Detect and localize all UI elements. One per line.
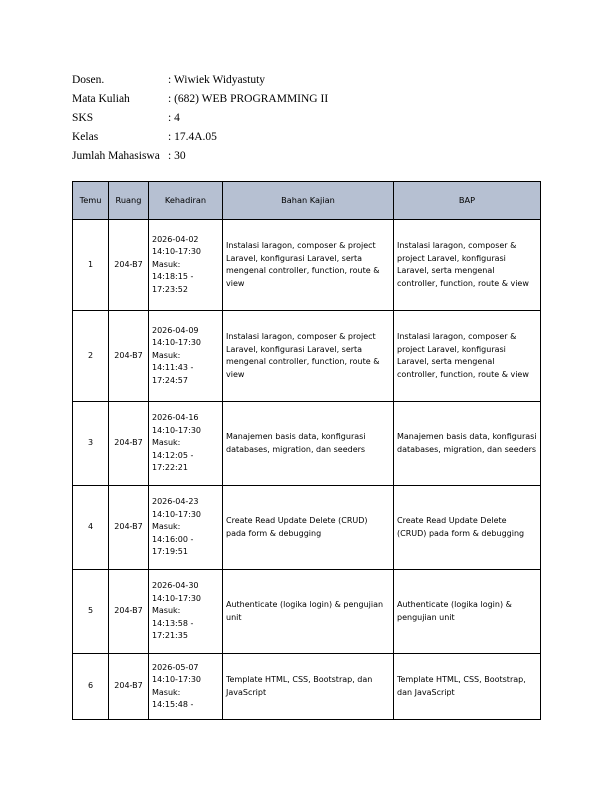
bap-cell: Authenticate (logika login) & pengujian unit [394, 570, 541, 654]
kehadiran-cell: 2026-04-09 14:10-17:30 Masuk: 14:11:43 - 17:24:57 [149, 311, 223, 402]
table-row [73, 402, 541, 486]
info-row-kelas [72, 128, 328, 147]
info-row-sks [72, 108, 328, 127]
bap-cell: Template HTML, CSS, Bootstrap, dan JavaScript [394, 654, 541, 720]
ruang-cell: 204-B7 [109, 311, 149, 402]
header-bahan-kajian: Bahan Kajian [223, 182, 394, 220]
bahan-kajian-cell: Template HTML, CSS, Bootstrap, dan JavaScript [223, 654, 394, 720]
ruang-cell: 204-B7 [109, 486, 149, 570]
ruang-cell: 204-B7 [109, 220, 149, 311]
bahan-kajian-cell: Instalasi laragon, composer & project Laravel, konfigurasi Laravel, serta mengenal controller, function, route & view [223, 220, 394, 311]
bahan-kajian-cell: Create Read Update Delete (CRUD) pada form & debugging [223, 486, 394, 570]
table-row [73, 486, 541, 570]
matkul-value: : (682) WEB PROGRAMMING II [168, 92, 329, 105]
kehadiran-cell: 2026-04-16 14:10-17:30 Masuk: 14:12:05 - 17:22:21 [149, 402, 223, 486]
jumlah-label: Jumlah Mahasiswa [72, 150, 160, 163]
temu-cell: 2 [73, 311, 109, 402]
table-header-row [73, 182, 541, 220]
temu-cell: 1 [73, 220, 109, 311]
bap-cell: Create Read Update Delete (CRUD) pada form & debugging [394, 486, 541, 570]
bap-cell: Manajemen basis data, konfigurasi databases, migration, dan seeders [394, 402, 541, 486]
ruang-cell: 204-B7 [109, 570, 149, 654]
sks-label: SKS [72, 111, 94, 124]
ruang-cell: 204-B7 [109, 402, 149, 486]
table-row [73, 654, 541, 720]
kehadiran-cell: 2026-05-07 14:10-17:30 Masuk: 14:15:48 - [149, 654, 223, 720]
bap-cell: Instalasi laragon, composer & project Laravel, konfigurasi Laravel, serta mengenal controller, function, route & view [394, 220, 541, 311]
info-row-matkul [72, 89, 328, 108]
bap-cell: Instalasi laragon, composer & project Laravel, konfigurasi Laravel, serta mengenal controller, function, route & view [394, 311, 541, 402]
temu-cell: 4 [73, 486, 109, 570]
table-row [73, 570, 541, 654]
attendance-table [72, 181, 541, 720]
sks-value: : 4 [168, 111, 180, 124]
temu-cell: 6 [73, 654, 109, 720]
temu-cell: 5 [73, 570, 109, 654]
dosen-value: : Wiwiek Widyastuty [168, 73, 266, 86]
dosen-label: Dosen. [72, 73, 105, 86]
temu-cell: 3 [73, 402, 109, 486]
ruang-cell: 204-B7 [109, 654, 149, 720]
table-row [73, 311, 541, 402]
kehadiran-cell: 2026-04-23 14:10-17:30 Masuk: 14:16:00 - 17:19:51 [149, 486, 223, 570]
bahan-kajian-cell: Instalasi laragon, composer & project Laravel, konfigurasi Laravel, serta mengenal controller, function, route & view [223, 311, 394, 402]
matkul-label: Mata Kuliah [72, 92, 130, 105]
table-row [73, 220, 541, 311]
kehadiran-cell: 2026-04-02 14:10-17:30 Masuk: 14:18:15 - 17:23:52 [149, 220, 223, 311]
header-kehadiran: Kehadiran [149, 182, 223, 220]
header-temu: Temu [73, 182, 109, 220]
kelas-label: Kelas [72, 131, 99, 144]
info-row-dosen [72, 70, 328, 89]
bahan-kajian-cell: Authenticate (logika login) & pengujian unit [223, 570, 394, 654]
kelas-value: : 17.4A.05 [168, 131, 217, 144]
kehadiran-cell: 2026-04-30 14:10-17:30 Masuk: 14:13:58 - 17:21:35 [149, 570, 223, 654]
course-info [72, 70, 328, 166]
bahan-kajian-cell: Manajemen basis data, konfigurasi databases, migration, dan seeders [223, 402, 394, 486]
jumlah-value: : 30 [168, 150, 186, 163]
header-bap: BAP [394, 182, 541, 220]
info-row-jumlah [72, 147, 328, 166]
header-ruang: Ruang [109, 182, 149, 220]
